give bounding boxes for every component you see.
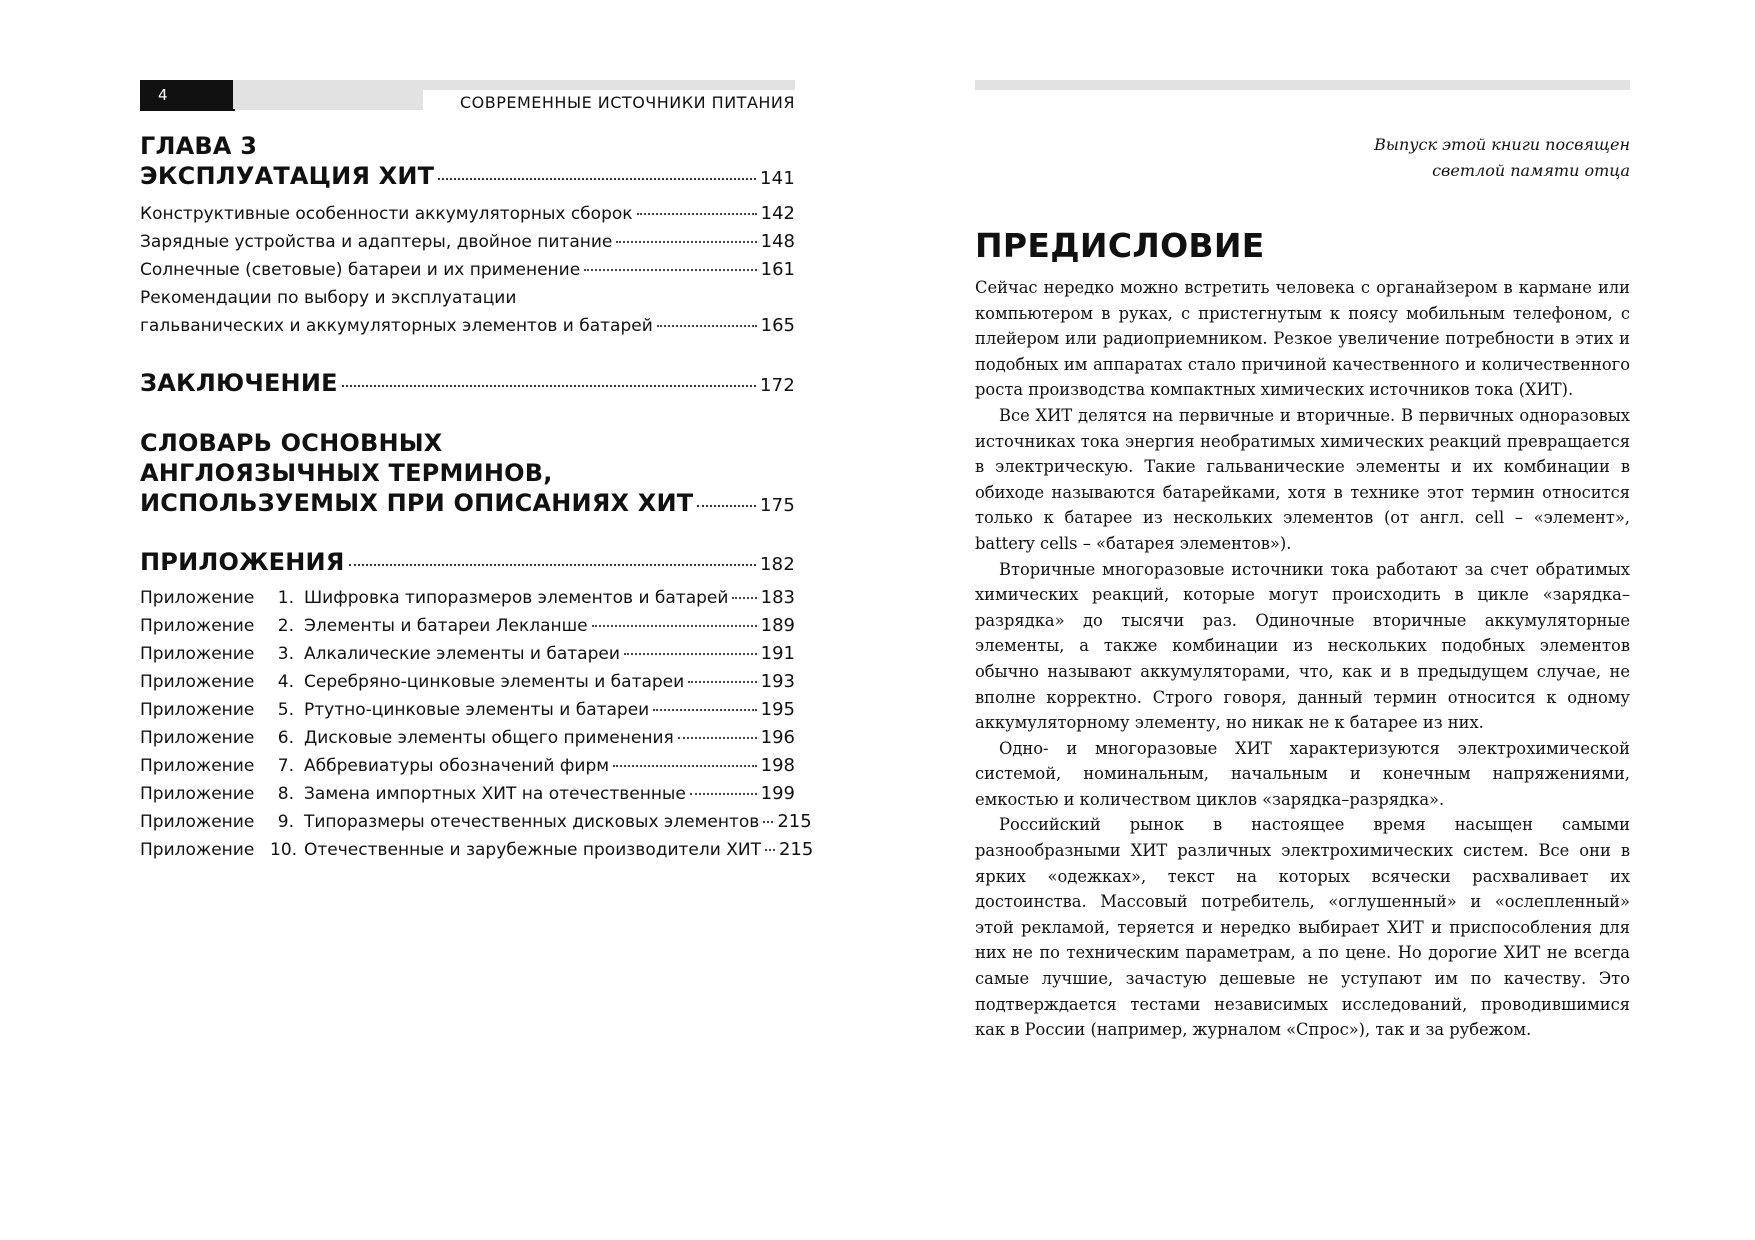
appendix-text: Типоразмеры отечественных дисковых элементов xyxy=(304,812,760,832)
leader-dots xyxy=(678,737,757,739)
appendix-page: 198 xyxy=(760,755,795,776)
appendix-text: Замена импортных ХИТ на отечественные xyxy=(304,784,686,804)
leader-dots xyxy=(616,241,756,243)
toc-entry-page: 165 xyxy=(760,315,795,336)
preface-paragraph: Все ХИТ делятся на первичные и вторичные. В первичных одноразовых источниках тока энергия необратимых химических реакций превращается в электрическую. Такие гальванические элементы и их комбинации в обиходе называются батарейками, хотя в технике этот термин относится только к батарее из нескольких элементов (от англ. cell – «элемент», battery cells – «батарея элементов»). xyxy=(975,405,1630,553)
toc-appendices xyxy=(140,547,795,580)
appendix-page: 189 xyxy=(760,615,795,636)
leader-dots xyxy=(438,178,756,180)
appendix-item xyxy=(140,752,795,780)
toc-chapter-3 xyxy=(140,131,795,194)
appendix-prefix: Приложение xyxy=(140,840,255,860)
appendices-line xyxy=(140,547,795,580)
leader-dots xyxy=(613,765,757,767)
appendices-page: 182 xyxy=(760,554,795,575)
chapter-3-title-line xyxy=(140,161,795,194)
leader-dots xyxy=(592,625,757,627)
leader-dots xyxy=(690,793,757,795)
appendix-number: 8. xyxy=(277,784,294,804)
toc-entry-text: гальванических и аккумуляторных элементов и батарей xyxy=(140,316,653,336)
toc-entry-page: 161 xyxy=(760,259,795,280)
preface-title: ПРЕДИСЛОВИЕ xyxy=(975,226,1265,265)
appendix-page: 199 xyxy=(760,783,795,804)
preface-paragraph: Сейчас нередко можно встретить человека с органайзером в кармане или компьютером в руках, с пристегнутым к поясу мобильным телефоном, с плейером или радиоприемником. Резкое увеличение потребности в этих и подобных им аппаратах стало причиной качественного и количественного роста производства компактных химических источников тока (ХИТ). xyxy=(975,278,1630,400)
appendix-prefix: Приложение xyxy=(140,672,255,692)
appendix-text: Шифровка типоразмеров элементов и батарей xyxy=(304,588,729,608)
appendix-number: 1. xyxy=(277,588,294,608)
toc-entry-page: 142 xyxy=(760,203,795,224)
appendix-prefix: Приложение xyxy=(140,588,255,608)
preface-paragraph: Российский рынок в настоящее время насыщен самыми разнообразными ХИТ различных электрохимических систем. Все они в ярких «одежках», текст на которых всячески расхваливает их достоинства. Массовый потребитель, «оглушенный» и «ослепленный» этой рекламой, теряется и нередко выбирает ХИТ и приспособления для них не по техническим параметрам, а по цене. Но дорогие ХИТ не всегда самые лучшие, зачастую дешевые не уступают им по качеству. Это подтверждается тестами независимых исследований, проводившимися как в России (например, журналом «Спрос»), так и за рубежом. xyxy=(975,815,1630,1040)
leader-dots xyxy=(624,653,757,655)
toc-entry xyxy=(140,312,795,340)
page-number-box xyxy=(140,80,233,110)
leader-dots xyxy=(349,564,757,566)
appendix-item xyxy=(140,724,795,752)
conclusion-page: 172 xyxy=(760,375,795,396)
appendix-item xyxy=(140,696,795,724)
leader-dots xyxy=(697,505,756,507)
toc-glossary xyxy=(140,428,795,521)
toc-entry xyxy=(140,256,795,284)
toc-conclusion xyxy=(140,368,795,401)
leader-dots xyxy=(763,821,773,823)
appendix-page: 193 xyxy=(760,671,795,692)
appendix-number: 2. xyxy=(277,616,294,636)
glossary-page: 175 xyxy=(760,495,795,516)
appendix-item xyxy=(140,612,795,640)
appendix-number: 7. xyxy=(277,756,294,776)
toc-entry-text: Солнечные (световые) батареи и их применение xyxy=(140,260,581,280)
appendix-item xyxy=(140,584,795,612)
chapter-3-page: 141 xyxy=(760,168,795,189)
appendix-text: Алкалические элементы и батареи xyxy=(304,644,620,664)
toc-entry xyxy=(140,200,795,228)
preface-paragraph: Вторичные многоразовые источники тока работают за счет обратимых химических реакций, которые могут происходить в цикле «зарядка–разрядка» до тысячи раз. Одиночные вторичные аккумуляторные элементы, а также комбинации из нескольких подобных элементов обычно называют аккумуляторами, что, как и в предыдущем случае, не вполне корректно. Строго говоря, данный термин относится к одному аккумуляторному элементу, но никак не к батарее из них. xyxy=(975,559,1630,733)
page-number: 4 xyxy=(158,86,168,104)
appendix-number: 3. xyxy=(277,644,294,664)
dedication-line-2: светлой памяти отца xyxy=(1432,161,1630,180)
appendix-number: 4. xyxy=(277,672,294,692)
appendix-number: 6. xyxy=(277,728,294,748)
appendix-item xyxy=(140,780,795,808)
appendix-number: 5. xyxy=(277,700,294,720)
appendix-item xyxy=(140,640,795,668)
appendix-text: Серебряно-цинковые элементы и батареи xyxy=(304,672,685,692)
preface-paragraph: Одно- и многоразовые ХИТ характеризуются электрохимической системой, номинальным, начальным и конечным напряжениями, емкостью и количеством циклов «зарядка–разрядка». xyxy=(975,738,1630,809)
appendix-list xyxy=(140,584,814,864)
dedication xyxy=(1374,132,1630,184)
right-page xyxy=(877,0,1755,1240)
leader-dots xyxy=(653,709,756,711)
toc-entry-page: 148 xyxy=(760,231,795,252)
leader-dots xyxy=(688,681,756,683)
toc-entry-text: Конструктивные особенности аккумуляторных сборок xyxy=(140,204,633,224)
toc-chapter-3-entries xyxy=(140,200,795,340)
appendix-item xyxy=(140,836,814,864)
toc-entry-text: Зарядные устройства и адаптеры, двойное питание xyxy=(140,232,613,252)
glossary-line-2: АНГЛОЯЗЫЧНЫХ ТЕРМИНОВ, xyxy=(140,459,553,487)
conclusion-line xyxy=(140,368,795,401)
appendix-page: 196 xyxy=(760,727,795,748)
appendix-prefix: Приложение xyxy=(140,784,255,804)
toc-entry xyxy=(140,228,795,256)
appendix-page: 215 xyxy=(778,839,814,860)
appendix-text: Аббревиатуры обозначений фирм xyxy=(304,756,610,776)
appendices-title: ПРИЛОЖЕНИЯ xyxy=(140,548,345,576)
leader-dots xyxy=(637,213,757,215)
leader-dots xyxy=(584,269,756,271)
leader-dots xyxy=(342,385,756,387)
leader-dots xyxy=(732,597,756,599)
appendix-prefix: Приложение xyxy=(140,728,255,748)
conclusion-title: ЗАКЛЮЧЕНИЕ xyxy=(140,369,338,397)
header-bar xyxy=(140,80,795,90)
chapter-3-label: ГЛАВА 3 xyxy=(140,132,258,160)
appendix-page: 195 xyxy=(760,699,795,720)
toc-entry-4-line1: Рекомендации по выбору и эксплуатации xyxy=(140,288,517,308)
appendix-page: 183 xyxy=(760,587,795,608)
appendix-item xyxy=(140,808,812,836)
appendix-number: 10. xyxy=(270,840,298,860)
appendix-prefix: Приложение xyxy=(140,700,255,720)
appendix-prefix: Приложение xyxy=(140,616,255,636)
dedication-line-1: Выпуск этой книги посвящен xyxy=(1374,135,1630,154)
chapter-3-title: ЭКСПЛУАТАЦИЯ ХИТ xyxy=(140,162,435,190)
glossary-line-3 xyxy=(140,488,795,521)
appendix-prefix: Приложение xyxy=(140,756,255,776)
appendix-text: Элементы и батареи Лекланше xyxy=(304,616,588,636)
appendix-number: 9. xyxy=(277,812,294,832)
appendix-prefix: Приложение xyxy=(140,644,255,664)
preface-body xyxy=(975,275,1630,1043)
left-page xyxy=(0,0,877,1240)
appendix-text: Дисковые элементы общего применения xyxy=(304,728,674,748)
appendix-text: Отечественные и зарубежные производители ХИТ xyxy=(304,840,761,860)
header-bar xyxy=(975,80,1630,90)
leader-dots xyxy=(657,325,757,327)
glossary-title-end: ИСПОЛЬЗУЕМЫХ ПРИ ОПИСАНИЯХ ХИТ xyxy=(140,489,694,517)
appendix-text: Ртутно-цинковые элементы и батареи xyxy=(304,700,650,720)
appendix-prefix: Приложение xyxy=(140,812,255,832)
glossary-line-1: СЛОВАРЬ ОСНОВНЫХ xyxy=(140,429,443,457)
appendix-page: 191 xyxy=(760,643,795,664)
appendix-item xyxy=(140,668,795,696)
running-title: СОВРЕМЕННЫЕ ИСТОЧНИКИ ПИТАНИЯ xyxy=(459,93,795,112)
leader-dots xyxy=(765,849,775,851)
appendix-page: 215 xyxy=(777,811,812,832)
header-bar-shade xyxy=(233,90,423,110)
page-number-underline xyxy=(140,109,235,111)
